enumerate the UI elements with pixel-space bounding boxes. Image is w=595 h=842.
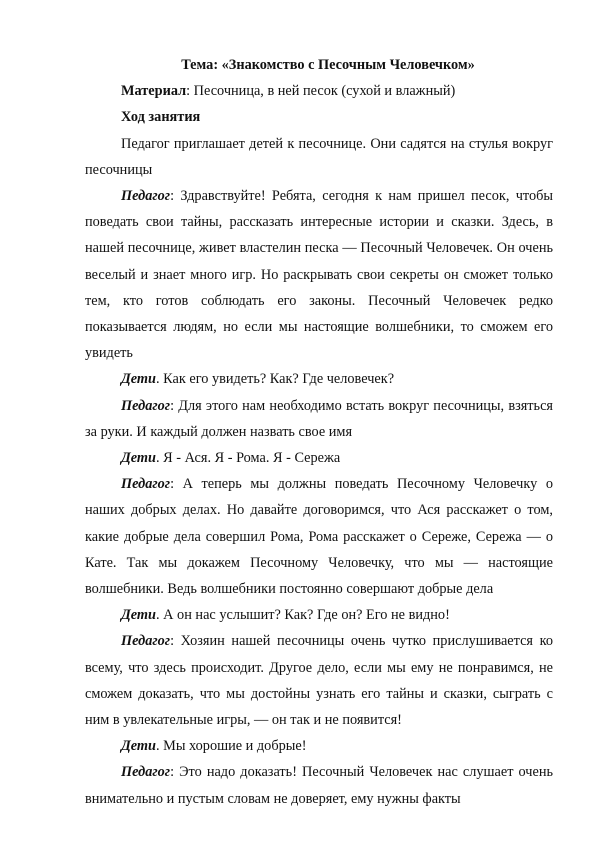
dialogue-text: : Это надо доказать! Песочный Человечек нас слушает очень внимательно и пустым словам не доверяет, ему нужны факты (85, 764, 553, 807)
speaker-name: Дети (121, 450, 156, 467)
dialogue-line (85, 393, 553, 445)
dialogue-text: . Я - Ася. Я - Рома. Я - Сережа (156, 450, 341, 467)
material-line (85, 78, 553, 104)
material-text: : Песочница, в ней песок (сухой и влажный) (186, 83, 456, 100)
speaker-name: Педагог (121, 764, 171, 781)
dialogue-line (85, 183, 553, 366)
speaker-name: Дети (121, 371, 156, 388)
dialogue-text: . Мы хорошие и добрые! (156, 738, 307, 755)
dialogue-line (85, 759, 553, 811)
lesson-title: Тема: «Знакомство с Песочным Человечком» (181, 57, 475, 73)
dialogue-line (85, 366, 553, 392)
speaker-name: Педагог (121, 397, 171, 414)
dialogue-line (85, 471, 553, 602)
section-heading: Ход занятия (121, 109, 201, 126)
document-body (85, 52, 553, 812)
dialogue-text: . Как его увидеть? Как? Где человечек? (156, 371, 395, 388)
dialogue-line (85, 628, 553, 733)
dialogue-text: : Для этого нам необходимо встать вокруг песочницы, взяться за руки. И каждый должен назвать свое имя (85, 397, 553, 440)
speaker-name: Педагог (121, 188, 171, 205)
dialogue-text: . А он нас услышит? Как? Где он? Его не видно! (156, 607, 450, 624)
intro-paragraph: Педагог приглашает детей к песочнице. Они садятся на стулья вокруг песочницы (85, 135, 553, 178)
speaker-name: Педагог (121, 633, 171, 650)
dialogue-text: : А теперь мы должны поведать Песочному Человечку о наших добрых делах. Но давайте договоримся, что Ася расскажет о том, какие добрые дела совершил Рома, Рома расскажет о Сереже, Сережа — о Кате. Так мы докажем Песочному Человечку, что мы — настоящие волшебники. Ведь волшебники постоянно совершают добрые дела (85, 476, 553, 598)
speaker-name: Дети (121, 607, 156, 624)
dialogue-line (85, 445, 553, 471)
speaker-name: Дети (121, 738, 156, 755)
dialogue-text: : Здравствуйте! Ребята, сегодня к нам пришел песок, чтобы поведать свои тайны, рассказать интересные истории и сказки. Здесь, в нашей песочнице, живет властелин песка — Песочный Человечек. Он очень веселый и знает много игр. Но раскрывать свои секреты он сможет только тем, кто готов соблюдать его законы. Песочный Человечек редко показывается людям, но если мы настоящие волшебники, то сможем его увидеть (85, 188, 553, 362)
dialogue-line (85, 602, 553, 628)
material-label: Материал (121, 83, 187, 100)
dialogue-line (85, 733, 553, 759)
speaker-name: Педагог (121, 476, 171, 493)
dialogue-text: : Хозяин нашей песочницы очень чутко прислушивается ко всему, что здесь происходит. Другое дело, если мы ему не понравимся, не сможем доказать, что мы достойны узнать его тайны и сказки, сыграть с ним в увлекательные игры, — он так и не появится! (85, 633, 553, 729)
